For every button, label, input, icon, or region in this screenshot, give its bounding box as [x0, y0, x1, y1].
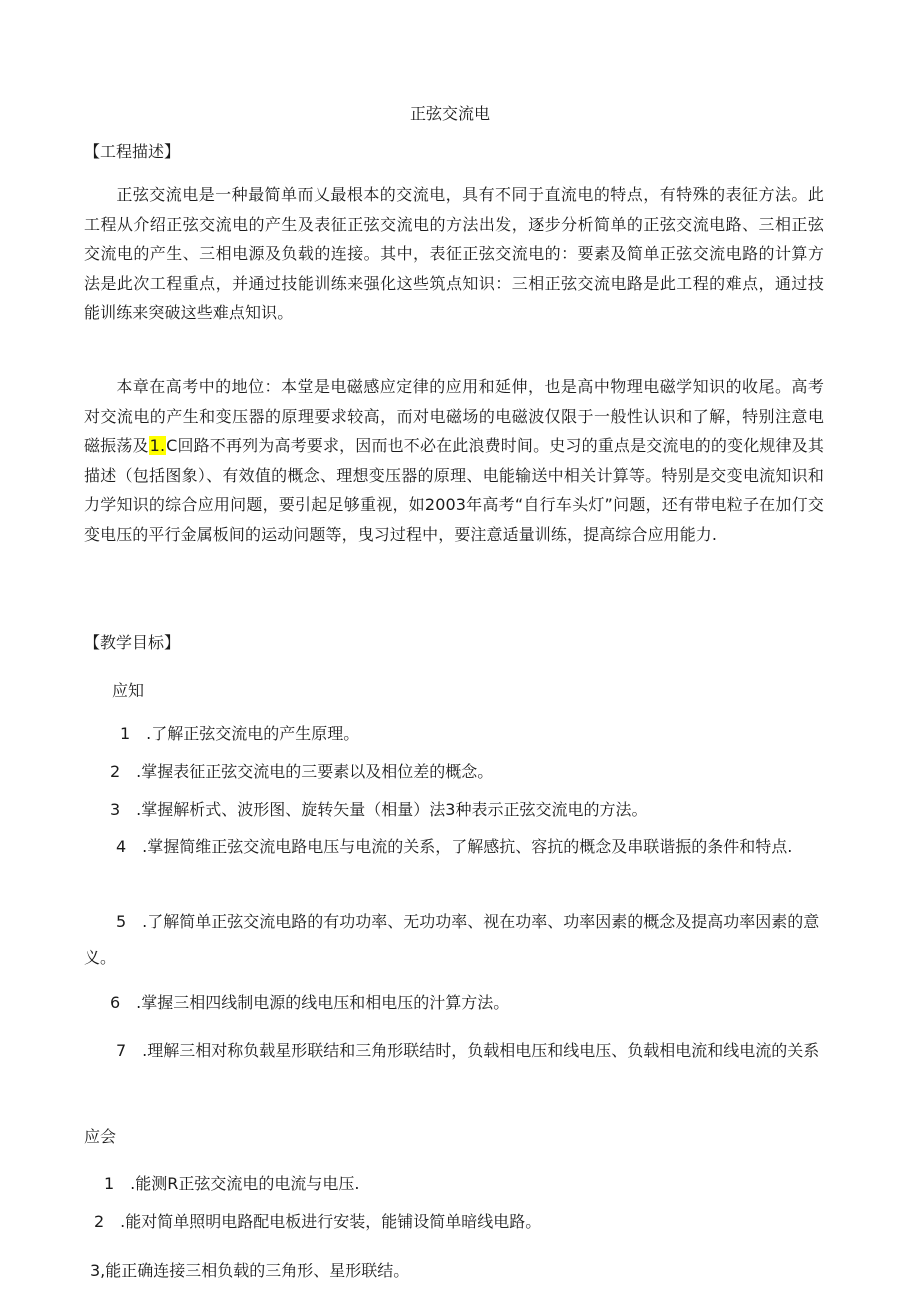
list-item: 4 .掌握简维正弦交流电路电压与电流的关系，了解感抗、容抗的概念及串联谐振的条件和特点. [116, 837, 793, 856]
paragraph-project-description [84, 180, 824, 328]
paragraph-text-before: 本章在高考中的地位：本堂是电磁感应定律的应用和延伸，也是高中物理电磁学知识的收尾。高考对交流电的产生和变压器的原理要求较高，而对电磁场的电磁波仅限于一般性认识和了解，特别注意电磁振荡及 [84, 377, 824, 455]
section-heading-project-description: 【工程描述】 [84, 142, 181, 161]
paragraph-text-after: C回路不再列为高考要求，因而也不必在此浪费时间。史习的重点是交流电的的变化规律及其描述（包括图象）、有效值的概念、理想变压器的原理、电能输送中相关计算等。特别是交变电流知识和力学知识的综合应用问题，要引起足够重视，如2003年高考“自行车头灯”问题，还有带电粒子在加仃交变电压的平行金属板间的运动问题等，曳习过程中，要注意适量训练，提高综合应用能力. [84, 436, 824, 544]
section-heading-teaching-goals: 【教学目标】 [84, 633, 181, 652]
paragraph-text: 正弦交流电是一种最简单而乂最根本的交流电，具有不同于直流电的特点，有特殊的表征方法。此工程从介绍正弦交流电的产生及表征正弦交流电的方法出发，逐步分析简单的正弦交流电路、三相正弦交流电的产生、三相电源及负载的连接。其中，表征正弦交流电的：要素及简单正弦交流电路的计算方法是此次工程重点，并通过技能训练来强化这些筑点知识：三相正弦交流电路是此工程的难点，通过技能训练来突破这些难点知识。 [84, 185, 824, 322]
list-item: 2 .能对简单照明电路配电板进行安装，能铺设简单暗线电路。 [94, 1212, 542, 1231]
subheading-should-do: 应会 [84, 1127, 117, 1146]
subheading-should-know: 应知 [112, 681, 145, 700]
document-title: 正弦交流电 [409, 104, 490, 123]
highlighted-text: 1. [149, 436, 166, 455]
list-item: 3,能正确连接三相负载的三角形、星形联结。 [90, 1261, 410, 1280]
list-item: 1 .了解正弦交流电的产生原理。 [120, 724, 360, 743]
list-item: 6 .掌握三相四线制电源的线电压和相电压的汁算方法。 [110, 993, 510, 1012]
list-item: 7 .理解三相对称负载星形联结和三角形联结时，负载相电压和线电压、负载相电流和线电流的关系 [116, 1041, 820, 1060]
paragraph-exam-status [84, 372, 824, 549]
list-item: 1 .能测R正弦交流电的电流与电压. [104, 1174, 360, 1193]
list-item: 5 .了解简单正弦交流电路的有功功率、无功功率、视在功率、功率因素的概念及提高功率因素的意义。 [84, 912, 820, 967]
list-item: 3 .掌握解析式、波形图、旋转矢量（相量）法3种表示正弦交流电的方法。 [110, 800, 648, 819]
list-item: 2 .掌握表征正弦交流电的三要素以及相位差的概念。 [110, 762, 494, 781]
